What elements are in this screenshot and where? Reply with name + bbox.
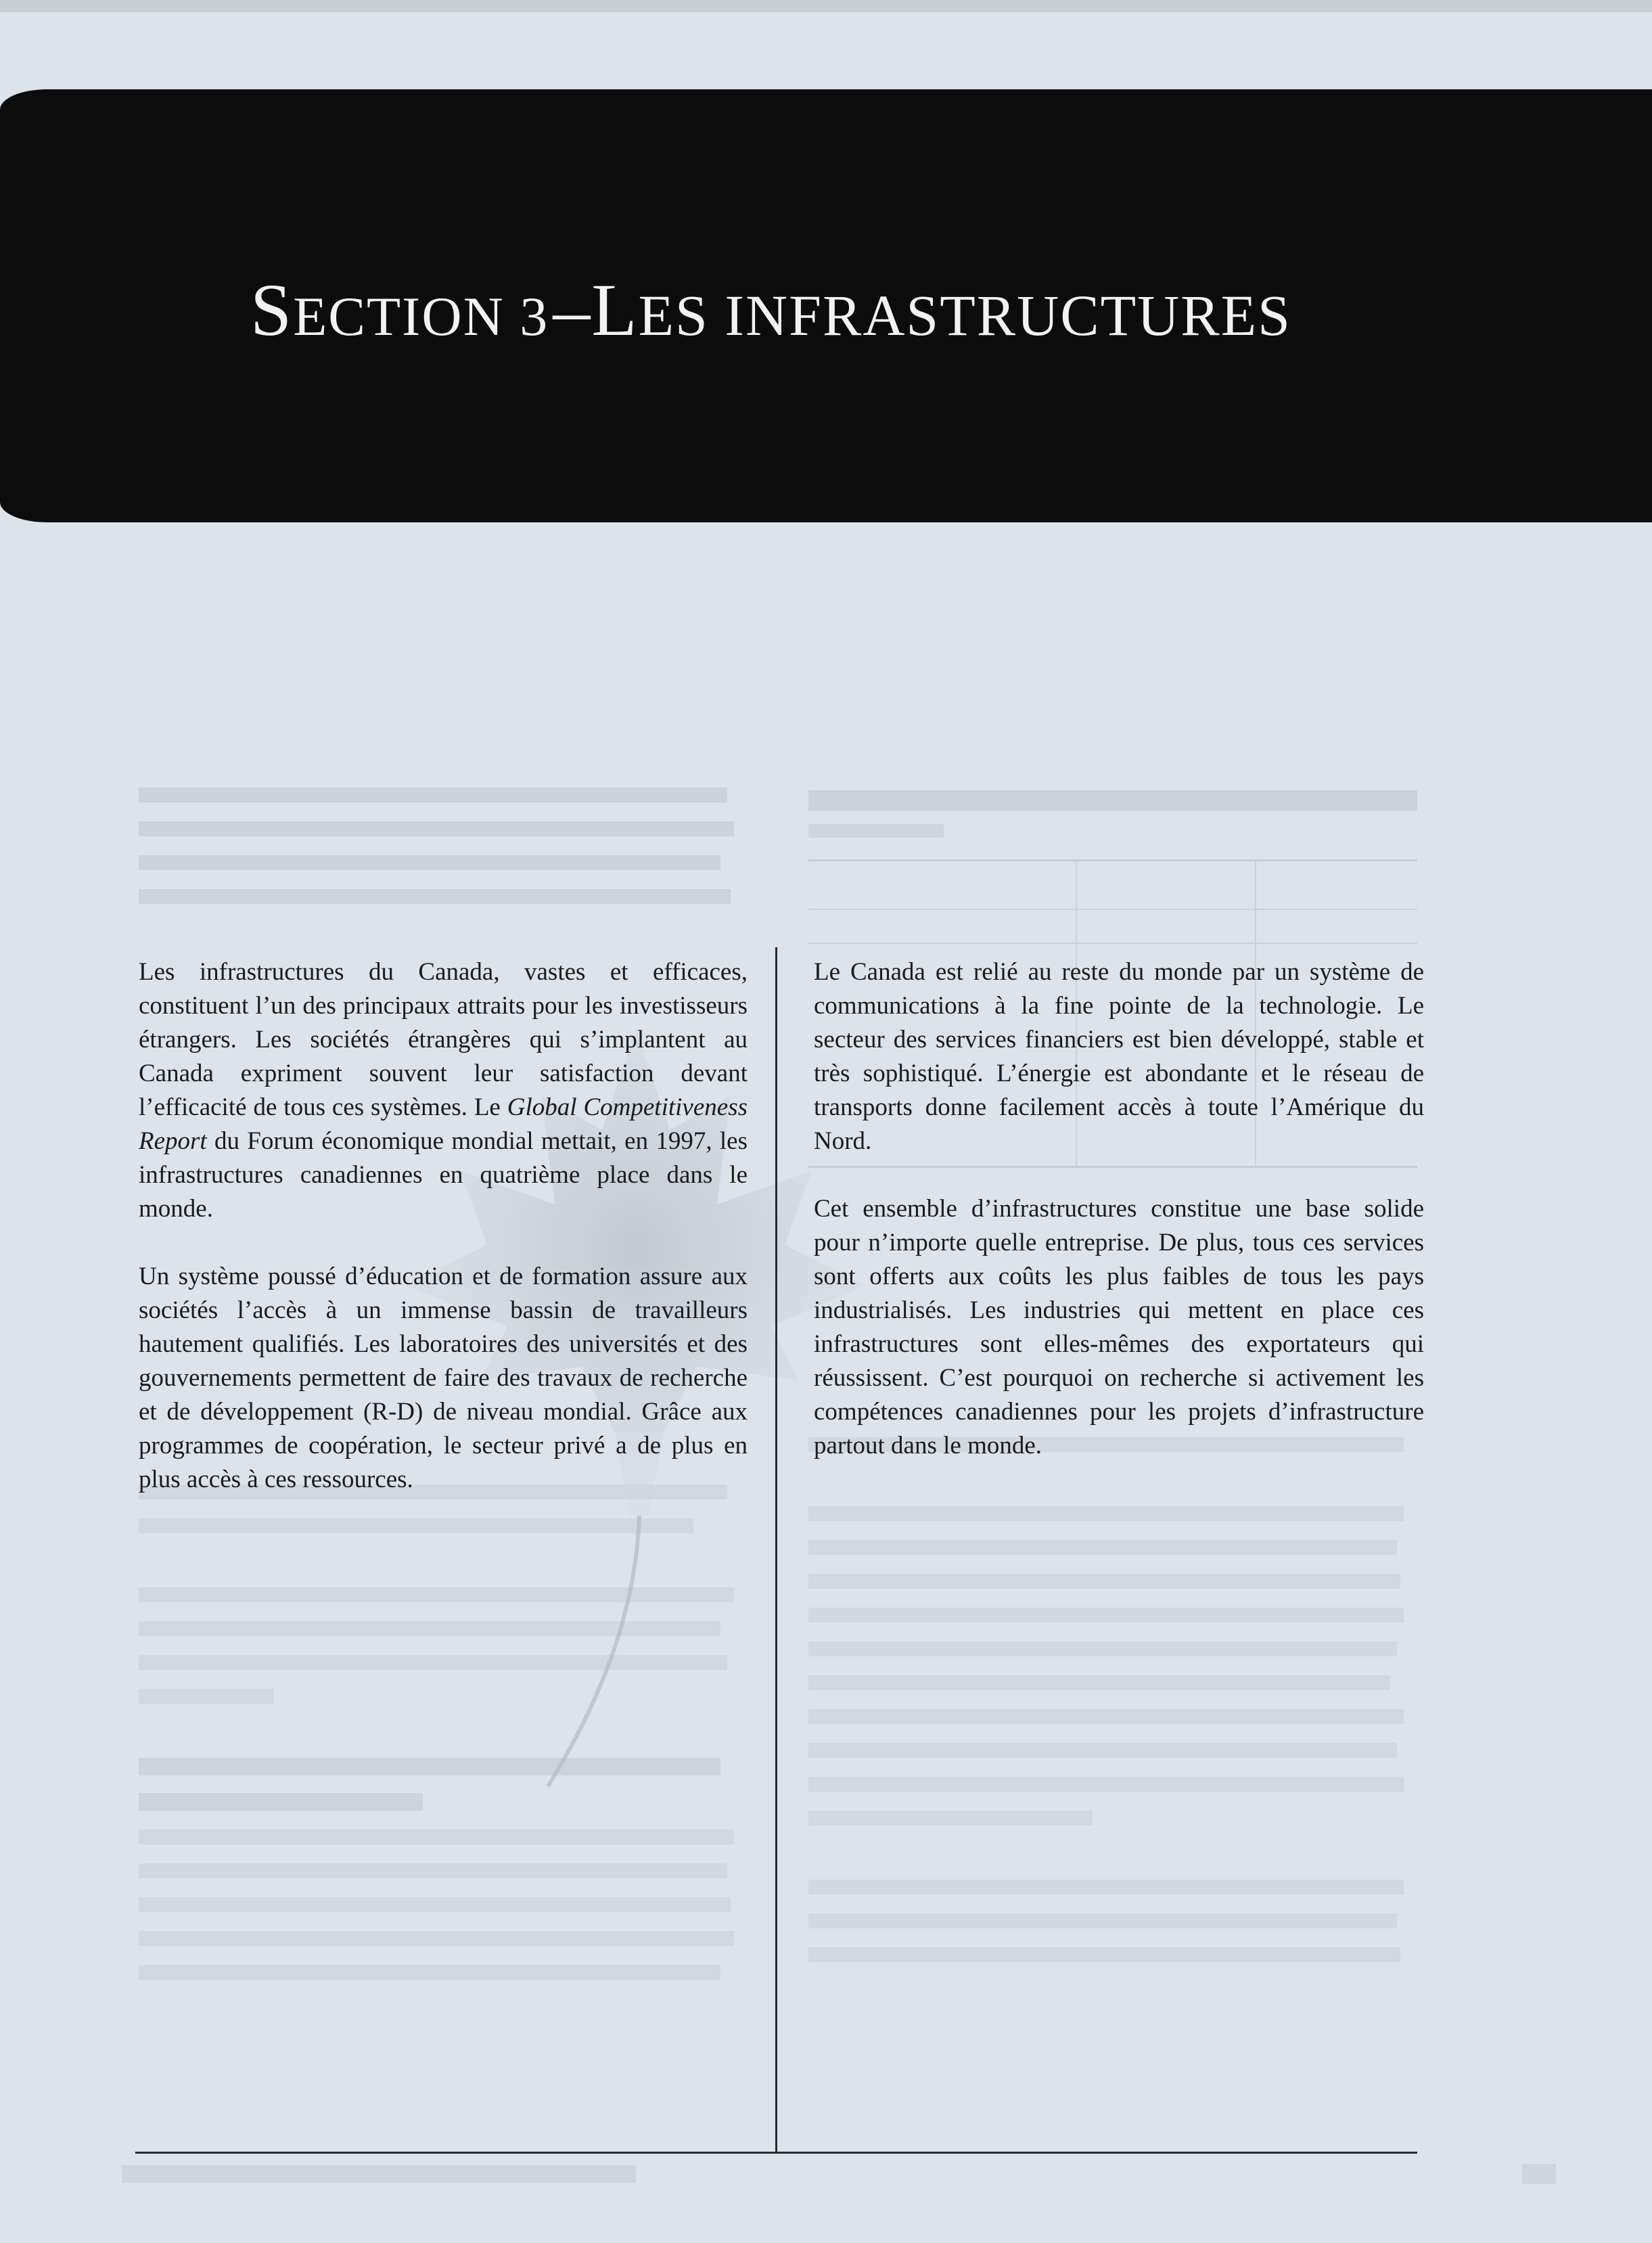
bleed-through-heading — [808, 778, 1417, 838]
column-divider — [775, 947, 777, 2152]
section-title — [250, 267, 1291, 353]
title-lead-letter: S — [250, 269, 294, 351]
right-text-column — [814, 955, 1424, 1497]
left-text-column — [139, 955, 748, 1531]
right-paragraph-2: Cet ensemble d’infrastructures constitue une base solide pour n’importe quelle entreprise. De plus, tous ces services sont offerts aux coûts les plus faibles de tous les pays industrialisés. Les industries qui mettent en place ces infrastructures sont elles-mêmes des exportateurs qui réussissent. C’est pourquoi on recherche si activement les compétences canadiennes pour les projets d’infrastructure partout dans le monde. — [814, 1195, 1424, 1459]
report-title-italic: Global Competitiveness Report — [139, 1093, 748, 1155]
right-paragraph-1: Le Canada est relié au reste du monde par un système de communications à la fine pointe de la technologie. Le secteur des services financiers est bien développé, stable et très sophistiqué. L’énergie est abondante et le réseau de transports donne facilement accès à toute l’Amérique du Nord. — [814, 958, 1424, 1155]
title-lead-rest: ECTION 3 — [293, 286, 549, 347]
left-paragraph-1 — [139, 955, 748, 1226]
footer-rule — [135, 2152, 1417, 2154]
title-main-letter: L — [591, 269, 639, 351]
title-dash: – — [553, 269, 592, 351]
left-paragraph-1-end: du Forum économique mondial mettait, en 1997, les infrastructures canadiennes en quatrième place dans le monde. — [139, 1127, 748, 1223]
bleed-through-text — [139, 778, 748, 941]
title-main-rest: ES INFRASTRUCTURES — [638, 283, 1291, 348]
bleed-through-page-number — [1522, 2164, 1556, 2184]
left-paragraph-1-start: Les infrastructures du Canada, vastes et efficaces, constituent l’un des principaux attraits pour les investisseurs étrangers. Les sociétés étrangères qui s’implantent au Canada expriment souvent leur satisfaction devant l’efficacité de tous ces systèmes. Le — [139, 958, 748, 1121]
page-top-edge — [0, 0, 1652, 12]
bleed-through-footer — [122, 2165, 636, 2183]
left-paragraph-2: Un système poussé d’éducation et de formation assure aux sociétés l’accès à un immense bassin de travailleurs hautement qualifiés. Les laboratoires des universités et des gouvernements permettent de faire des travaux de recherche et de développement (R-D) de niveau mondial. Grâce aux programmes de coopération, le secteur privé a de plus en plus accès à ces ressources. — [139, 1263, 748, 1493]
bleed-through-lower-right — [808, 1428, 1417, 1981]
